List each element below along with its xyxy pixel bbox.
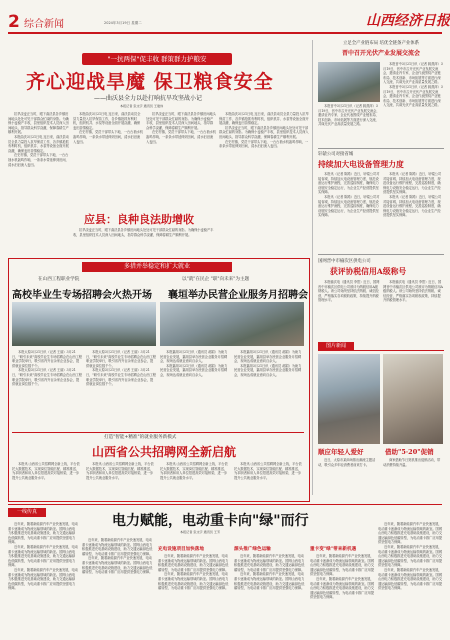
bottom-section-label: 一线传真: [8, 508, 46, 517]
right-mid-body: 本报讯（记者 陈路）近日，轩辕公司对接省城，持续加大电设备管理力度，规范设备运行维护流程，完善巡检制度，确保电力设施安全稳定运行，为企业生产经营提供坚实保障。 本报讯（记者 陈路）近日，轩辕公司对接省城，持续加大电设备管理力度，规范设备运行维护流程，完善巡检制度，确保电力设施安全稳定运行，为企业生产经营提供坚实保障。: [318, 172, 380, 218]
right-column-divider: [312, 40, 313, 495]
lead-para-3b: 抗旱浇麦正当时，眼下曲沃县各乡镇田间地头处处可见干部群众忙碌的身影。为确保小麦稳产丰收，县里组织技术人员深入田间地头，指导群众科学浇灌，保障春耕生产顺利开展。: [146, 112, 216, 130]
bottom-subhead-3: 重卡变"绿"带来新机遇: [310, 547, 357, 552]
lead-para-7b: 在史村镇，党员干部带头下地，一台台抽水机轰鸣作响，一条条水带延伸到田间，清水汩汩流入麦田。: [219, 139, 309, 149]
lead-para-2: 本报曲沃3月21日电 连日来，曲沃县动员全县力量投入抗旱保苗工作，各乡镇抢抓有利时机，组织机井、水泵等设备全面开展浇灌，确保麦田苗情稳定。: [8, 134, 69, 153]
platform-body-col1: 本报讯 山西省公共招聘网全新上线，平台依托大数据技术，实现岗位智能匹配、精准推送，为求职者和用人单位搭建高效对接桥梁，进一步提升公共就业服务水平。: [12, 462, 80, 480]
right-top-photo: [318, 62, 380, 102]
bottom-rule: [8, 504, 442, 505]
bottom-title: 电力赋能，电动重卡向"绿"而行: [112, 513, 309, 529]
right-top-kicker: 立足全产业链布局 培优全链条产业体系: [342, 41, 420, 46]
section-name: 综合新闻: [24, 19, 64, 30]
employment-right-photo: [160, 302, 304, 346]
employment-right-body-col2: 本报襄垣3月21日讯（通讯员 郝娟）为助力民营企业发展，襄垣县举办民营企业服务月招聘会，现场达成就业意向百余人。 本报襄垣3月21日讯（通讯员 郝娟）为助力民营企业发展，襄垣县举办民营企业服务月招聘会，现场达成就业意向百余人。: [234, 350, 302, 377]
lead-kicker: "一抗两保"促丰收 群策群力护粮安: [82, 53, 232, 65]
lead-body-col2: [73, 112, 143, 210]
photo-news-label: 图片新闻: [318, 342, 354, 351]
employment-left-photo: [12, 302, 156, 346]
platform-separator: [12, 432, 304, 433]
lead-byline: 本报记者 张文宇 通讯员 王建伟: [120, 104, 164, 108]
right-top-body: 本报晋中3月21日讯（记者 姚燕萍）3月19日，晋中市召开光伏产业发展交流会，邀请业内专家、企业代表围绕产业链布局、技术创新、市场拓展等方面进行深入交流，共谋光伏产业高质量发展之路。: [318, 104, 380, 127]
employment-banner: 多措并举稳定和扩大就业: [82, 262, 232, 272]
lead-para-5b: 本报曲沃3月21日电 连日来，曲沃县动员全县力量投入抗旱保苗工作，各乡镇抢抓有利时机，组织机井、水泵等设备全面开展浇灌，确保麦田苗情稳定。: [219, 112, 309, 126]
bottom-body-col6: 近年来，随着新能源汽车产业快速发展，电动重卡逐渐成为物流运输领域的新宠。国网山西电力积极推进充电基础设施建设，助力交通运输绿色低碳转型，为电动重卡推广应用提供坚强电力保障。 近年来，随着新能源汽车产业快速发展，电动重卡逐渐成为物流运输领域的新宠。国网山西电力积极推进充电基础设施建设，助力交通运输绿色低碳转型，为电动重卡推广应用提供坚强电力保障。 近年来，随着新能源汽车产业快速发展，电动重卡逐渐成为物流运输领域的新宠。国网山西电力积极推进充电基础设施建设，助力交通运输绿色低碳转型，为电动重卡推广应用提供坚强电力保障。: [378, 522, 442, 591]
lead-para-4b: 在史村镇，党员干部带头下地，一台台抽水机轰鸣作响，一条条水带延伸到田间，清水汩汩流入麦田。: [146, 130, 216, 144]
photo-news-rule: [354, 350, 444, 351]
bottom-subhead-1: 充电设施项目加快落地: [158, 547, 204, 552]
photo-news-left-title: 顺应年轻人爱好: [318, 448, 364, 456]
lead-para-1b: 本报曲沃3月21日电 连日来，曲沃县动员全县力量投入抗旱保苗工作，各乡镇抢抓有利时机，组织机井、水泵等设备全面开展浇灌，确保麦田苗情稳定。: [73, 112, 141, 130]
right-mid-separator: [318, 254, 444, 255]
right-top-separator: [318, 148, 444, 149]
right-top-body-col2: 本报晋中3月21日讯（记者 姚燕萍）3月19日，晋中市召开光伏产业发展交流会，邀请业内专家、企业代表围绕产业链布局、技术创新、市场拓展等方面进行深入交流，共谋光伏产业高质量发展之路。 本报晋中3月21日讯（记者 姚燕萍）3月19日，晋中市召开光伏产业发展交流会，邀请业内专家、企业代表围绕产业链布局、技术创新、市场拓展等方面进行深入交流，共谋光伏产业高质量发展之路。: [383, 62, 443, 108]
lead-subtitle: ——曲沃县全力以赴打响抗旱攻坚战小记: [94, 95, 203, 102]
employment-left-title: 高校毕业生专场招聘会火热开场: [12, 290, 152, 301]
bottom-body-col5: 近年来，随着新能源汽车产业快速发展，电动重卡逐渐成为物流运输领域的新宠。国网山西电力积极推进充电基础设施建设，助力交通运输绿色低碳转型，为电动重卡推广应用提供坚强电力保障。 近年来，随着新能源汽车产业快速发展，电动重卡逐渐成为物流运输领域的新宠。国网山西电力积极推进充电基础设施建设，助力交通运输绿色低碳转型，为电动重卡推广应用提供坚强电力保障。: [310, 554, 374, 600]
header-rule: [8, 32, 442, 34]
photo-news-right-image: [383, 354, 443, 444]
photo-news-right-caption: 商家借助节日契机推出促销活动，带动消费持续升温。: [383, 458, 441, 467]
right-mid-body-col2: 本报讯（记者 陈路）近日，轩辕公司对接省城，持续加大电设备管理力度，规范设备运行维护流程，完善巡检制度，确保电力设施安全稳定运行，为企业生产经营提供坚实保障。 本报讯（记者 陈路）近日，轩辕公司对接省城，持续加大电设备管理力度，规范设备运行维护流程，完善巡检制度，确保电力设施安全稳定运行，为企业生产经营提供坚实保障。: [383, 172, 442, 218]
platform-body-col4: 本报讯 山西省公共招聘网全新上线，平台依托大数据技术，实现岗位智能匹配、精准推送，为求职者和用人单位搭建高效对接桥梁，进一步提升公共就业服务水平。: [234, 462, 302, 480]
paper-name-logo: 山西经济日报: [366, 13, 450, 29]
photo-news-left-image: [318, 354, 380, 444]
right-mid-title: 持续加大电设备管理力度: [318, 160, 404, 169]
right-mid-kicker: 轩辕公司对接省城: [318, 152, 354, 157]
inset-title: 应县：良种良法助增收: [84, 213, 194, 226]
lead-para-2b: 在史村镇，党员干部带头下地，一台台抽水机轰鸣作响，一条条水带延伸到田间，清水汩汩流入麦田。: [73, 130, 143, 144]
photo-news-left-caption: 近日，太原市某商场推出潮流主题活动，吸引众多年轻消费者前来打卡。: [318, 458, 376, 467]
employment-right-title: 襄垣举办民营企业服务月招聘会: [168, 290, 308, 301]
photo-news-right-title: 借助"5·20"促销: [385, 448, 434, 456]
lead-para-3: 在史村镇，党员干部带头下地，一台台抽水机轰鸣作响，一条条水带延伸到田间，清水汩汩流入麦田。: [8, 153, 69, 167]
bottom-subhead-2: 源头推广绿色运输: [234, 547, 271, 552]
lead-body-col3: [146, 112, 216, 210]
lead-para-1: 抗旱浇麦正当时，眼下曲沃县各乡镇田间地头处处可见干部群众忙碌的身影。为确保小麦稳产丰收，县里组织技术人员深入田间地头，指导群众科学浇灌，保障春耕生产顺利开展。: [8, 112, 69, 135]
platform-body-col3: 本报讯 山西省公共招聘网全新上线，平台依托大数据技术，实现岗位智能匹配、精准推送，为求职者和用人单位搭建高效对接桥梁，进一步提升公共就业服务水平。: [160, 462, 228, 480]
lead-body-col4: [219, 112, 311, 244]
inset-body: 抗旱浇麦正当时，眼下曲沃县各乡镇田间地头处处可见干部群众忙碌的身影。为确保小麦稳产丰收，县里组织技术人员深入田间地头，指导群众科学浇灌，保障春耕生产顺利开展。: [73, 228, 214, 237]
employment-right-kicker: 以"就"在民企 "职"向未来"为主题: [182, 277, 250, 282]
bottom-byline: 本报记者 张文宇 通讯员 王芳: [180, 530, 221, 534]
bottom-body-col3: 近年来，随着新能源汽车产业快速发展，电动重卡逐渐成为物流运输领域的新宠。国网山西电力积极推进充电基础设施建设，助力交通运输绿色低碳转型，为电动重卡推广应用提供坚强电力保障。 近年来，随着新能源汽车产业快速发展，电动重卡逐渐成为物流运输领域的新宠。国网山西电力积极推进充电基础设施建设，助力交通运输绿色低碳转型，为电动重卡推广应用提供坚强电力保障。: [158, 554, 229, 591]
employment-left-body: 本报太原3月21日讯（记者 王丽）3月21日，"职引未来"高校毕业生专场招聘会在山西工程职业学院举行，吸引省内外百余家企业参会，提供就业岗位数千个。 本报太原3月21日讯（记者 王丽）3月21日，"职引未来"高校毕业生专场招聘会在山西工程职业学院举行，吸引省内外百余家企业参会，提供就业岗位数千个。: [12, 350, 82, 387]
right-low-kicker: 国网晋中市榆次区供电公司: [318, 259, 371, 264]
bottom-body-col1: 近年来，随着新能源汽车产业快速发展，电动重卡逐渐成为物流运输领域的新宠。国网山西电力积极推进充电基础设施建设，助力交通运输绿色低碳转型，为电动重卡推广应用提供坚强电力保障。 近年来，随着新能源汽车产业快速发展，电动重卡逐渐成为物流运输领域的新宠。国网山西电力积极推进充电基础设施建设，助力交通运输绿色低碳转型，为电动重卡推广应用提供坚强电力保障。 近年来，随着新能源汽车产业快速发展，电动重卡逐渐成为物流运输领域的新宠。国网山西电力积极推进充电基础设施建设，助力交通运输绿色低碳转型，为电动重卡推广应用提供坚强电力保障。: [8, 522, 78, 591]
bottom-body-col2: 近年来，随着新能源汽车产业快速发展，电动重卡逐渐成为物流运输领域的新宠。国网山西电力积极推进充电基础设施建设，助力交通运输绿色低碳转型，为电动重卡推广应用提供坚强电力保障。 近年来，随着新能源汽车产业快速发展，电动重卡逐渐成为物流运输领域的新宠。国网山西电力积极推进充电基础设施建设，助力交通运输绿色低碳转型，为电动重卡推广应用提供坚强电力保障。: [82, 538, 153, 575]
date-line: 2024年3月19日 星期二: [104, 21, 142, 25]
platform-body-col2: 本报讯 山西省公共招聘网全新上线，平台依托大数据技术，实现岗位智能匹配、精准推送，为求职者和用人单位搭建高效对接桥梁，进一步提升公共就业服务水平。: [86, 462, 154, 480]
platform-kicker: 打造"智能+精准"的就业服务新模式: [104, 435, 177, 440]
employment-right-body: 本报襄垣3月21日讯（通讯员 郝娟）为助力民营企业发展，襄垣县举办民营企业服务月招聘会，现场达成就业意向百余人。 本报襄垣3月21日讯（通讯员 郝娟）为助力民营企业发展，襄垣县举办民营企业服务月招聘会，现场达成就业意向百余人。: [160, 350, 228, 377]
right-low-body: 本报榆次电（通讯员 李思）近日，国网晋中市榆次区供电公司被评为纳税信用A级纳税人。该公司始终坚持依法纳税、诚信经营，严格落实各项税收政策，持续提升纳税管理水平。: [318, 280, 380, 303]
lead-body-col1: [8, 112, 70, 244]
employment-left-kicker: 在山西工程职业学院: [38, 277, 80, 282]
lead-para-6b: 抗旱浇麦正当时，眼下曲沃县各乡镇田间地头处处可见干部群众忙碌的身影。为确保小麦稳产丰收，县里组织技术人员深入田间地头，指导群众科学浇灌，保障春耕生产顺利开展。: [219, 125, 309, 139]
page-header: [0, 0, 450, 40]
page-number: 2: [8, 12, 20, 32]
lead-title: 齐心迎战旱魔 保卫粮食安全: [26, 71, 274, 93]
right-low-title: 获评协税信用A级称号: [330, 267, 407, 276]
right-top-title: 晋中召开光伏产业发展交流会: [341, 50, 420, 57]
platform-title: 山西省公共招聘网全新启航: [92, 445, 237, 459]
bottom-body-col4: 近年来，随着新能源汽车产业快速发展，电动重卡逐渐成为物流运输领域的新宠。国网山西电力积极推进充电基础设施建设，助力交通运输绿色低碳转型，为电动重卡推广应用提供坚强电力保障。 近年来，随着新能源汽车产业快速发展，电动重卡逐渐成为物流运输领域的新宠。国网山西电力积极推进充电基础设施建设，助力交通运输绿色低碳转型，为电动重卡推广应用提供坚强电力保障。: [234, 554, 305, 591]
right-low-body-col2: 本报榆次电（通讯员 李思）近日，国网晋中市榆次区供电公司被评为纳税信用A级纳税人。该公司始终坚持依法纳税、诚信经营，严格落实各项税收政策，持续提升纳税管理水平。: [383, 280, 443, 303]
employment-left-body-col2: 本报太原3月21日讯（记者 王丽）3月21日，"职引未来"高校毕业生专场招聘会在山西工程职业学院举行，吸引省内外百余家企业参会，提供就业岗位数千个。 本报太原3月21日讯（记者 王丽）3月21日，"职引未来"高校毕业生专场招聘会在山西工程职业学院举行，吸引省内外百余家企业参会，提供就业岗位数千个。: [86, 350, 156, 387]
